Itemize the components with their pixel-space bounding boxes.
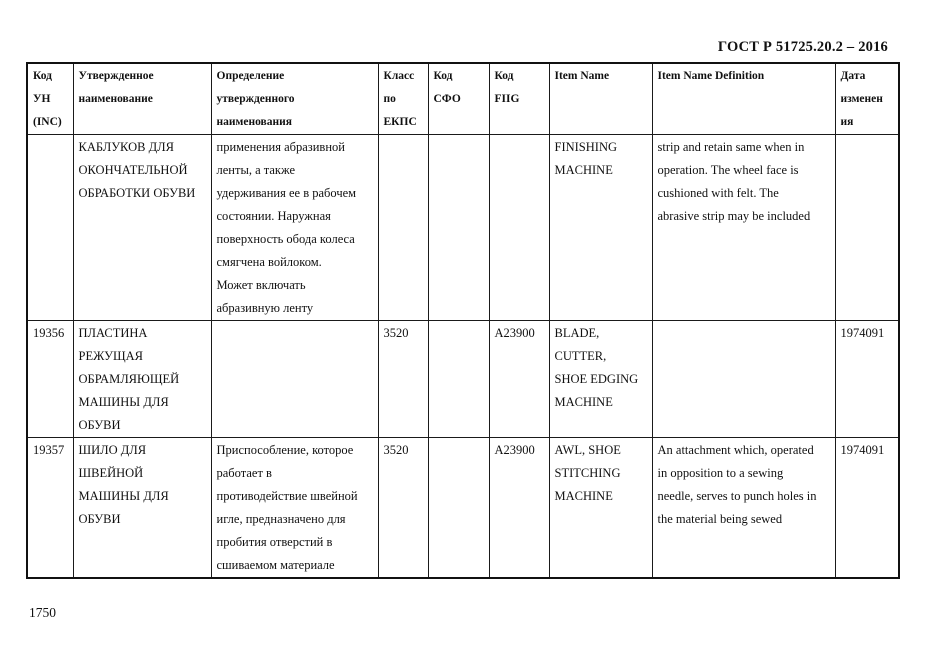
header-row <box>27 63 899 135</box>
header-item-name-definition: Item Name Definition <box>652 63 835 135</box>
cell-sfo-code <box>428 321 489 438</box>
cell-ekps-class: 3520 <box>378 438 428 579</box>
header-item-name: Item Name <box>549 63 652 135</box>
cell-approved-name: КАБЛУКОВ ДЛЯ ОКОНЧАТЕЛЬНОЙ ОБРАБОТКИ ОБУВИ <box>73 135 211 321</box>
cell-inc: 19357 <box>27 438 73 579</box>
cell-fiig-code: A23900 <box>489 438 549 579</box>
cell-item-name: AWL, SHOE STITCHING MACHINE <box>549 438 652 579</box>
cell-sfo-code <box>428 438 489 579</box>
cell-sfo-code <box>428 135 489 321</box>
cell-ekps-class <box>378 135 428 321</box>
cell-inc: 19356 <box>27 321 73 438</box>
cell-approved-name: ПЛАСТИНА РЕЖУЩАЯ ОБРАМЛЯЮЩЕЙ МАШИНЫ ДЛЯ ОБУВИ <box>73 321 211 438</box>
cell-definition-ru <box>211 321 378 438</box>
cell-change-date <box>835 135 899 321</box>
catalog-table <box>26 62 900 579</box>
cell-inc <box>27 135 73 321</box>
header-definition-ru: Определение утвержденного наименования <box>211 63 378 135</box>
cell-ekps-class: 3520 <box>378 321 428 438</box>
header-ekps-class: Класс по ЕКПС <box>378 63 428 135</box>
cell-item-name: BLADE, CUTTER, SHOE EDGING MACHINE <box>549 321 652 438</box>
header-approved-name: Утвержденное наименование <box>73 63 211 135</box>
table-row <box>27 321 899 438</box>
cell-definition-ru: применения абразивной ленты, а также удерживания ее в рабочем состоянии. Наружная поверхность обода колеса смягчена войлоком. Может включать абразивную ленту <box>211 135 378 321</box>
cell-change-date: 1974091 <box>835 321 899 438</box>
page-number: 1750 <box>29 605 56 620</box>
standard-title: ГОСТ Р 51725.20.2 – 2016 <box>717 39 888 55</box>
cell-item-name-definition <box>652 321 835 438</box>
cell-item-name: FINISHING MACHINE <box>549 135 652 321</box>
cell-definition-ru: Приспособление, которое работает в противодействие швейной игле, предназначено для пробития отверстий в сшиваемом материале <box>211 438 378 579</box>
cell-item-name-definition: An attachment which, operated in opposition to a sewing needle, serves to punch holes in the material being sewed <box>652 438 835 579</box>
table-row <box>27 135 899 321</box>
header-change-date: Дата изменен ия <box>835 63 899 135</box>
cell-change-date: 1974091 <box>835 438 899 579</box>
cell-fiig-code: A23900 <box>489 321 549 438</box>
header-sfo-code: Код СФО <box>428 63 489 135</box>
header-fiig-code: Код FIIG <box>489 63 549 135</box>
cell-fiig-code <box>489 135 549 321</box>
cell-item-name-definition: strip and retain same when in operation. The wheel face is cushioned with felt. The abrasive strip may be included <box>652 135 835 321</box>
header-inc: Код УН (INC) <box>27 63 73 135</box>
cell-approved-name: ШИЛО ДЛЯ ШВЕЙНОЙ МАШИНЫ ДЛЯ ОБУВИ <box>73 438 211 579</box>
table-row <box>27 438 899 579</box>
